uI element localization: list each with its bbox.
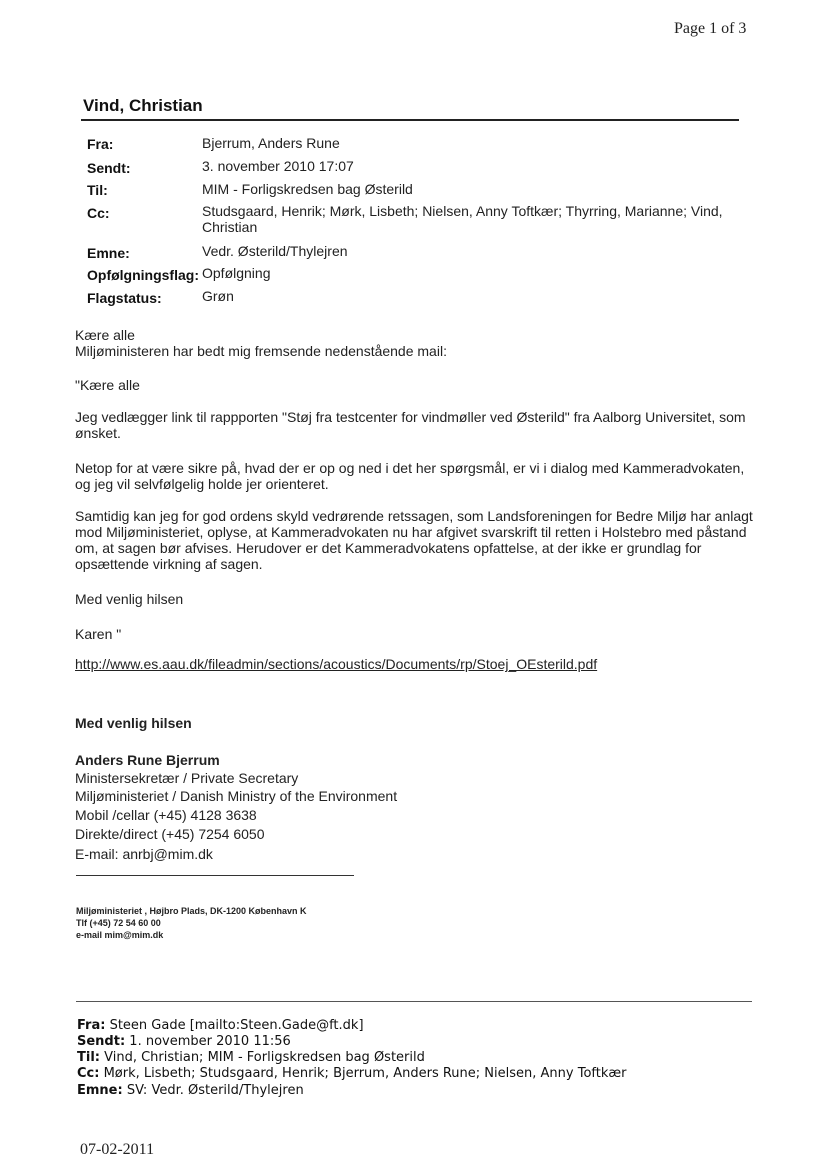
- subject-value: Vedr. Østerild/Thylejren: [202, 243, 348, 259]
- ministry-email: e-mail mim@mim.dk: [76, 930, 164, 940]
- signature-org: Miljøministeriet / Danish Ministry of the Environment: [75, 788, 398, 804]
- report-link[interactable]: http://www.es.aau.dk/fileadmin/sections/acoustics/Documents/rp/Stoej_OEsterild.pdf: [75, 656, 598, 672]
- ministry-address: Miljøministeriet , Højbro Plads, DK-1200 København K: [76, 906, 307, 916]
- forwarded-subject: Emne: SV: Vedr. Østerild/Thylejren: [77, 1083, 304, 1098]
- forward-divider: [76, 1001, 752, 1002]
- to-label: Til:: [87, 182, 108, 198]
- sent-value: 3. november 2010 17:07: [202, 158, 354, 174]
- to-value: MIM - Forligskredsen bag Østerild: [202, 181, 413, 197]
- body-paragraph-1: Jeg vedlægger link til rappporten "Støj fra testcenter for vindmøller ved Østerild" fra Aalborg Universitet, som ønsket.: [75, 409, 746, 441]
- ministry-phone: Tlf (+45) 72 54 60 00: [76, 918, 161, 928]
- body-intro: Miljøministeren har bedt mig fremsende nedenstående mail:: [75, 343, 447, 359]
- forwarded-to: Til: Vind, Christian; MIM - Forligskredsen bag Østerild: [77, 1050, 425, 1065]
- signature-mobile: Mobil /cellar (+45) 4128 3638: [75, 807, 257, 823]
- signature-direct: Direkte/direct (+45) 7254 6050: [75, 826, 265, 842]
- flag-status-label: Flagstatus:: [87, 290, 162, 306]
- body-regards: Med venlig hilsen: [75, 591, 184, 607]
- header-divider: [81, 119, 739, 121]
- from-value: Bjerrum, Anders Rune: [202, 135, 340, 151]
- signature-divider: [76, 875, 354, 876]
- cc-label: Cc:: [87, 205, 110, 221]
- body-greeting: Kære alle: [75, 327, 135, 343]
- sent-label: Sendt:: [87, 160, 131, 176]
- print-date: 07-02-2011: [80, 1141, 155, 1158]
- signature-title: Ministersekretær / Private Secretary: [75, 770, 299, 786]
- quote-greeting: "Kære alle: [75, 377, 140, 393]
- quote-signoff: Karen ": [75, 626, 122, 642]
- mailbox-owner: Vind, Christian: [83, 96, 203, 115]
- body-paragraph-2: Netop for at være sikre på, hvad der er op og ned i det her spørgsmål, er vi i dialog med Kammeradvokaten, og jeg vil selvfølgelig holde jer orienteret.: [75, 460, 745, 492]
- body-paragraph-3: Samtidig kan jeg for god ordens skyld vedrørende retssagen, som Landsforeningen for Bedre Miljø har anlagt mod Miljøministeriet, oplyse, at Kammeradvokaten nu har afgivet svarskrift til retten i Holstebro med påstand om, at sagen bør afvises. Herudover er det Kammeradvokatens opfattelse, at der ikke er grundlag for opsættende virkning af sagen.: [75, 508, 753, 572]
- subject-label: Emne:: [87, 245, 130, 261]
- followup-flag-value: Opfølgning: [202, 265, 271, 281]
- signature-closing: Med venlig hilsen: [75, 715, 192, 731]
- signature-name: Anders Rune Bjerrum: [75, 752, 220, 768]
- signature-email: E-mail: anrbj@mim.dk: [75, 846, 213, 862]
- forwarded-from: Fra: Steen Gade [mailto:Steen.Gade@ft.dk]: [77, 1018, 364, 1033]
- forwarded-cc: Cc: Mørk, Lisbeth; Studsgaard, Henrik; Bjerrum, Anders Rune; Nielsen, Anny Toftkær: [77, 1066, 627, 1081]
- forwarded-sent: Sendt: 1. november 2010 11:56: [77, 1034, 291, 1049]
- followup-flag-label: Opfølgningsflag:: [87, 267, 199, 283]
- cc-value: Studsgaard, Henrik; Mørk, Lisbeth; Nielsen, Anny Toftkær; Thyrring, Marianne; Vind, Christian: [202, 203, 723, 235]
- flag-status-value: Grøn: [202, 288, 234, 304]
- from-label: Fra:: [87, 136, 114, 152]
- page-number: Page 1 of 3: [674, 20, 747, 37]
